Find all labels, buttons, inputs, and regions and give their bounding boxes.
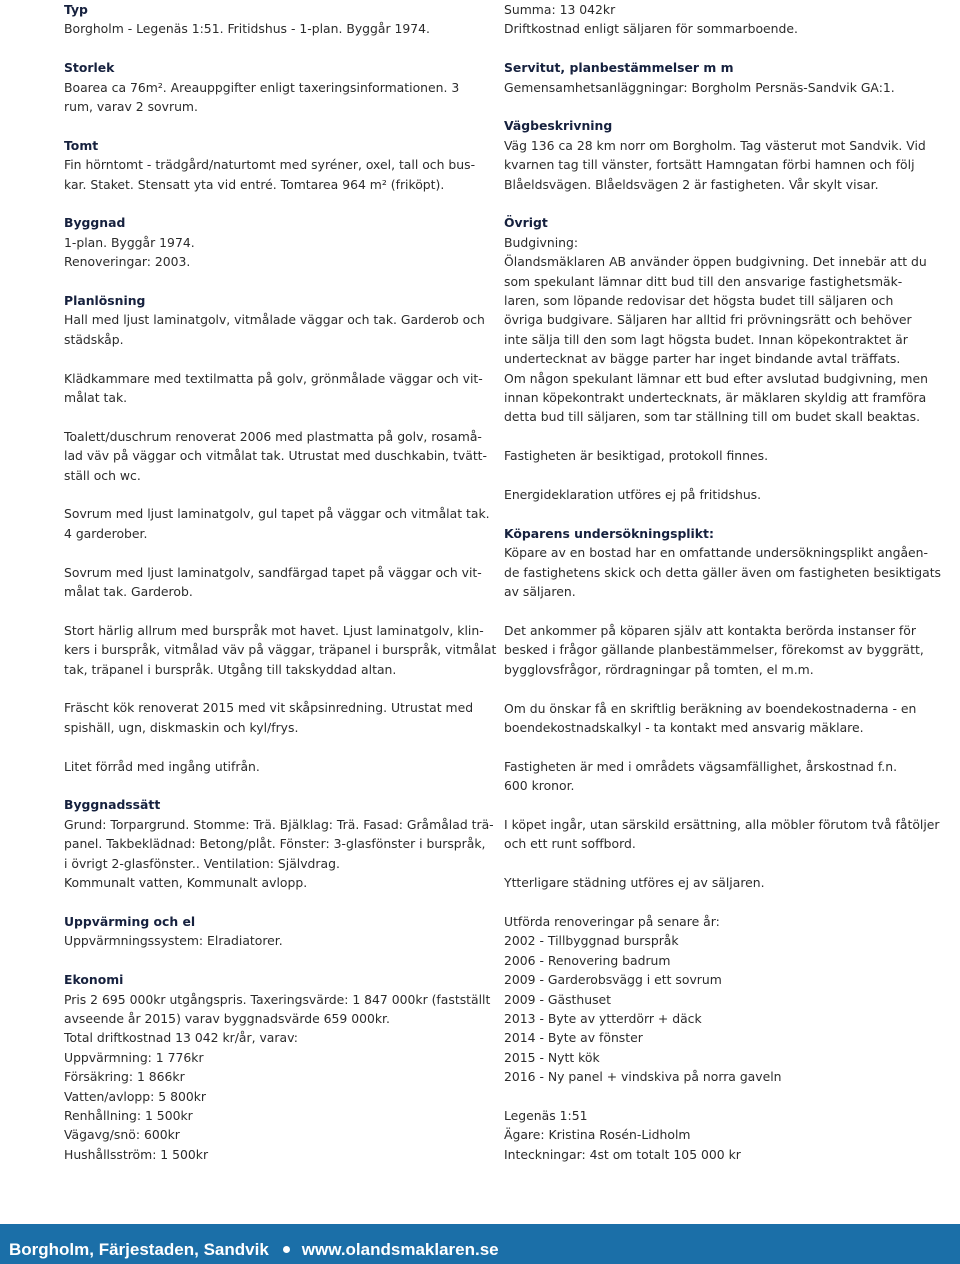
text-line: besked i frågor gällande planbestämmelser, förekomst av byggrätt, (504, 642, 924, 658)
text-line: Fastigheten är besiktigad, protokoll finnes. (504, 448, 769, 464)
text-line: panel. Takbeklädnad: Betong/plåt. Fönster: 3-glasfönster i burspråk, (64, 836, 486, 852)
section-koparens (504, 524, 942, 1164)
text-line: Litet förråd med ingång utifrån. (64, 758, 260, 774)
text-line: Om någon spekulant lämnar ett bud efter avslutad budgivning, men (504, 370, 928, 386)
text-line: laren, som löpande redovisar det högsta budet till säljaren och (504, 293, 894, 309)
text-line: Vägavg/snö: 600kr (64, 1127, 180, 1143)
text-line: Summa: 13 042kr (504, 2, 616, 17)
heading-ovrigt: Övrigt (504, 215, 548, 231)
list-item: Utförda renoveringar på senare år: (504, 913, 720, 929)
footer-towns: Borgholm, Färjestaden, Sandvik (9, 1240, 269, 1259)
text-line: Toalett/duschrum renoverat 2006 med plastmatta på golv, rosamå- (64, 428, 482, 444)
text-line: inte sälja till den som lagt högsta budet. Innan köpekontraktet är (504, 331, 908, 347)
text-line: och ett runt soffbord. (504, 836, 636, 852)
planlosning-paragraph (64, 563, 482, 602)
fastighet-info (504, 1106, 897, 1164)
footer-bar (0, 1224, 960, 1264)
text-line: Ölandsmäklaren AB använder öppen budgivning. Det innebär att du (504, 254, 927, 270)
planlosning-paragraph (64, 621, 497, 679)
list-item: 2016 - Ny panel + vindskiva på norra gaveln (504, 1069, 782, 1085)
footer-website-link[interactable]: www.olandsmaklaren.se (301, 1240, 499, 1259)
text-line: ställ och wc. (64, 467, 141, 483)
text-line: Blåeldsvägen. Blåeldsvägen 2 är fastigheten. Vår skylt visar. (504, 176, 879, 192)
right-column (504, 0, 942, 1184)
list-item: 2014 - Byte av fönster (504, 1030, 643, 1046)
text-line: Inteckningar: 4st om totalt 105 000 kr (504, 1146, 741, 1162)
text-line: Pris 2 695 000kr utgångspris. Taxeringsvärde: 1 847 000kr (fastställt (64, 991, 491, 1007)
tomt-line: Fin hörntomt - trädgård/naturtomt med syréner, oxel, tall och bus- (64, 157, 476, 173)
heading-vagbeskrivning: Vägbeskrivning (504, 118, 613, 134)
text-line: Gemensamhetsanläggningar: Borgholm Persnäs-Sandvik GA:1. (504, 79, 895, 95)
text-line: 4 garderober. (64, 525, 148, 541)
heading-ekonomi: Ekonomi (64, 972, 124, 988)
text-line: avseende år 2015) varav byggnadsvärde 659 000kr. (64, 1010, 390, 1026)
section-ekonomi (64, 970, 491, 1164)
energi-paragraph (504, 485, 897, 504)
koparens-paragraph (504, 873, 897, 892)
typ-text: Borgholm - Legenäs 1:51. Fritidshus - 1-plan. Byggår 1974. (64, 21, 430, 37)
text-line: boendekostnadskalkyl - ta kontakt med ansvarig mäklare. (504, 719, 864, 735)
text-line: Fastigheten är med i områdets vägsamfällighet, årskostnad f.n. (504, 758, 898, 774)
section-uppvarmning (64, 912, 465, 951)
planlosning-paragraph (64, 698, 474, 737)
text-line: de fastighetens skick och detta gäller även om fastigheten besiktigats (504, 564, 942, 580)
text-line: Det ankommer på köparen själv att kontakta berörda instanser för (504, 622, 916, 638)
text-line: Väg 136 ca 28 km norr om Borgholm. Tag västerut mot Sandvik. Vid (504, 137, 926, 153)
list-item: 2009 - Gästhuset (504, 991, 612, 1007)
storlek-line: rum, varav 2 sovrum. (64, 99, 198, 115)
text-line: Driftkostnad enligt säljaren för sommarboende. (504, 21, 798, 37)
list-item: 2015 - Nytt kök (504, 1049, 600, 1065)
text-line: detta bud till säljaren, som tar ställning till om budet skall beaktas. (504, 409, 921, 425)
text-line: av säljaren. (504, 584, 576, 600)
text-line: 600 kronor. (504, 778, 575, 794)
text-line: Grund: Torpargrund. Stomme: Trä. Bjälklag: Trä. Fasad: Gråmålad trä- (64, 816, 494, 832)
heading-byggnadssatt: Byggnadssätt (64, 797, 161, 813)
section-planlosning (64, 291, 497, 776)
list-item: 2006 - Renovering badrum (504, 952, 671, 968)
besiktigad-paragraph (504, 446, 897, 465)
text-line: tak, träpanel i burspråk. Utgång till takskyddad altan. (64, 661, 397, 677)
section-ovrigt (504, 213, 928, 504)
text-line: undertecknat av bägge parter har inget bindande avtal träffats. (504, 351, 901, 367)
tomt-line: kar. Staket. Stensatt yta vid entré. Tomtarea 964 m² (friköpt). (64, 176, 445, 192)
planlosning-paragraph (64, 369, 483, 408)
text-line: Om du önskar få en skriftlig beräkning av boendekostnaderna - en (504, 700, 917, 716)
text-line: Uppvärmning: 1 776kr (64, 1049, 204, 1065)
text-line: spishäll, ugn, diskmaskin och kyl/frys. (64, 719, 299, 735)
koparens-paragraph (504, 621, 924, 679)
planlosning-paragraph (64, 504, 490, 543)
list-item: 2009 - Garderobsvägg i ett sovrum (504, 972, 722, 988)
heading-koparens: Köparens undersökningsplikt: (504, 525, 714, 541)
text-line: kers i burspråk, vitmålad väv på väggar, träpanel i burspråk, vitmålat (64, 642, 497, 658)
text-line: Sovrum med ljust laminatgolv, gul tapet på väggar och vitmålat tak. (64, 506, 490, 522)
text-line: kvarnen tag till vänster, fortsätt Hamngatan förbi hamnen och följ (504, 157, 915, 173)
section-byggnad (64, 213, 465, 271)
heading-tomt: Tomt (64, 137, 99, 153)
heading-servitut: Servitut, planbestämmelser m m (504, 60, 734, 76)
text-line: målat tak. Garderob. (64, 584, 193, 600)
list-item: 2002 - Tillbyggnad burspråk (504, 933, 679, 949)
text-line: bygglovsfrågor, rördragningar på tomten, el m.m. (504, 661, 814, 677)
left-column (64, 0, 497, 1184)
text-line: innan köpekontrakt undertecknats, är mäklaren skyldig att framföra (504, 390, 927, 406)
text-line: som spekulant lämnar ditt bud till den ansvarige fastighetsmäk- (504, 273, 903, 289)
text-line: Försäkring: 1 866kr (64, 1069, 185, 1085)
section-byggnadssatt (64, 795, 494, 892)
planlosning-paragraph (64, 757, 465, 776)
text-line: målat tak. (64, 390, 128, 406)
heading-uppvarmning: Uppvärming och el (64, 913, 196, 929)
heading-typ: Typ (64, 2, 88, 17)
text-line: Kommunalt vatten, Kommunalt avlopp. (64, 875, 308, 891)
koparens-paragraph (504, 543, 942, 601)
text-line: lad väv på väggar och vitmålat tak. Utrustat med duschkabin, tvätt- (64, 448, 488, 464)
koparens-paragraph (504, 699, 917, 738)
planlosning-paragraph (64, 427, 488, 485)
heading-storlek: Storlek (64, 60, 115, 76)
renoveringar-list (504, 912, 897, 1087)
text-line: Köpare av en bostad har en omfattande undersökningsplikt angåen- (504, 545, 928, 561)
text-line: Fräscht kök renoverat 2015 med vit skåpsinredning. Utrustat med (64, 700, 474, 716)
section-summa (504, 0, 897, 39)
section-typ (64, 0, 465, 39)
text-line: Ägare: Kristina Rosén-Lidholm (504, 1127, 691, 1143)
text-line: Legenäs 1:51 (504, 1107, 588, 1123)
bullet-icon (283, 1246, 290, 1253)
text-line: Renhållning: 1 500kr (64, 1107, 193, 1123)
text-line: Hushållsström: 1 500kr (64, 1146, 209, 1162)
text-line: Vatten/avlopp: 5 800kr (64, 1088, 207, 1104)
text-line: Klädkammare med textilmatta på golv, grönmålade väggar och vit- (64, 370, 483, 386)
text-line: Uppvärmningssystem: Elradiatorer. (64, 933, 283, 949)
text-line: Energideklaration utföres ej på fritidshus. (504, 487, 762, 503)
text-line: övriga budgivare. Säljaren har alltid fri prövningsrätt och behöver (504, 312, 912, 328)
heading-byggnad: Byggnad (64, 215, 126, 231)
planlosning-paragraph (64, 310, 485, 349)
budgivning-paragraph (504, 233, 928, 427)
text-line: Hall med ljust laminatgolv, vitmålade väggar och tak. Garderob och (64, 312, 485, 328)
byggnad-line: Renoveringar: 2003. (64, 254, 191, 270)
text-line: Stort härlig allrum med burspråk mot havet. Ljust laminatgolv, klin- (64, 622, 484, 638)
text-line: I köpet ingår, utan särskild ersättning, alla möbler förutom två fåtöljer (504, 816, 940, 832)
koparens-paragraph (504, 757, 897, 796)
text-line: Ytterligare städning utföres ej av säljaren. (504, 875, 765, 891)
section-vagbeskrivning (504, 116, 926, 194)
section-tomt (64, 136, 476, 194)
text-line: Budgivning: (504, 234, 579, 250)
koparens-paragraph (504, 815, 940, 854)
text-line: Sovrum med ljust laminatgolv, sandfärgad tapet på väggar och vit- (64, 564, 482, 580)
byggnad-line: 1-plan. Byggår 1974. (64, 234, 195, 250)
section-servitut (504, 58, 897, 97)
heading-planlosning: Planlösning (64, 293, 146, 309)
text-line: Total driftkostnad 13 042 kr/år, varav: (64, 1030, 298, 1046)
text-line: städskåp. (64, 331, 124, 347)
section-storlek (64, 58, 465, 116)
storlek-line: Boarea ca 76m². Areauppgifter enligt taxeringsinformationen. 3 (64, 79, 460, 95)
text-line: i övrigt 2-glasfönster.. Ventilation: Självdrag. (64, 855, 340, 871)
list-item: 2013 - Byte av ytterdörr + däck (504, 1010, 702, 1026)
